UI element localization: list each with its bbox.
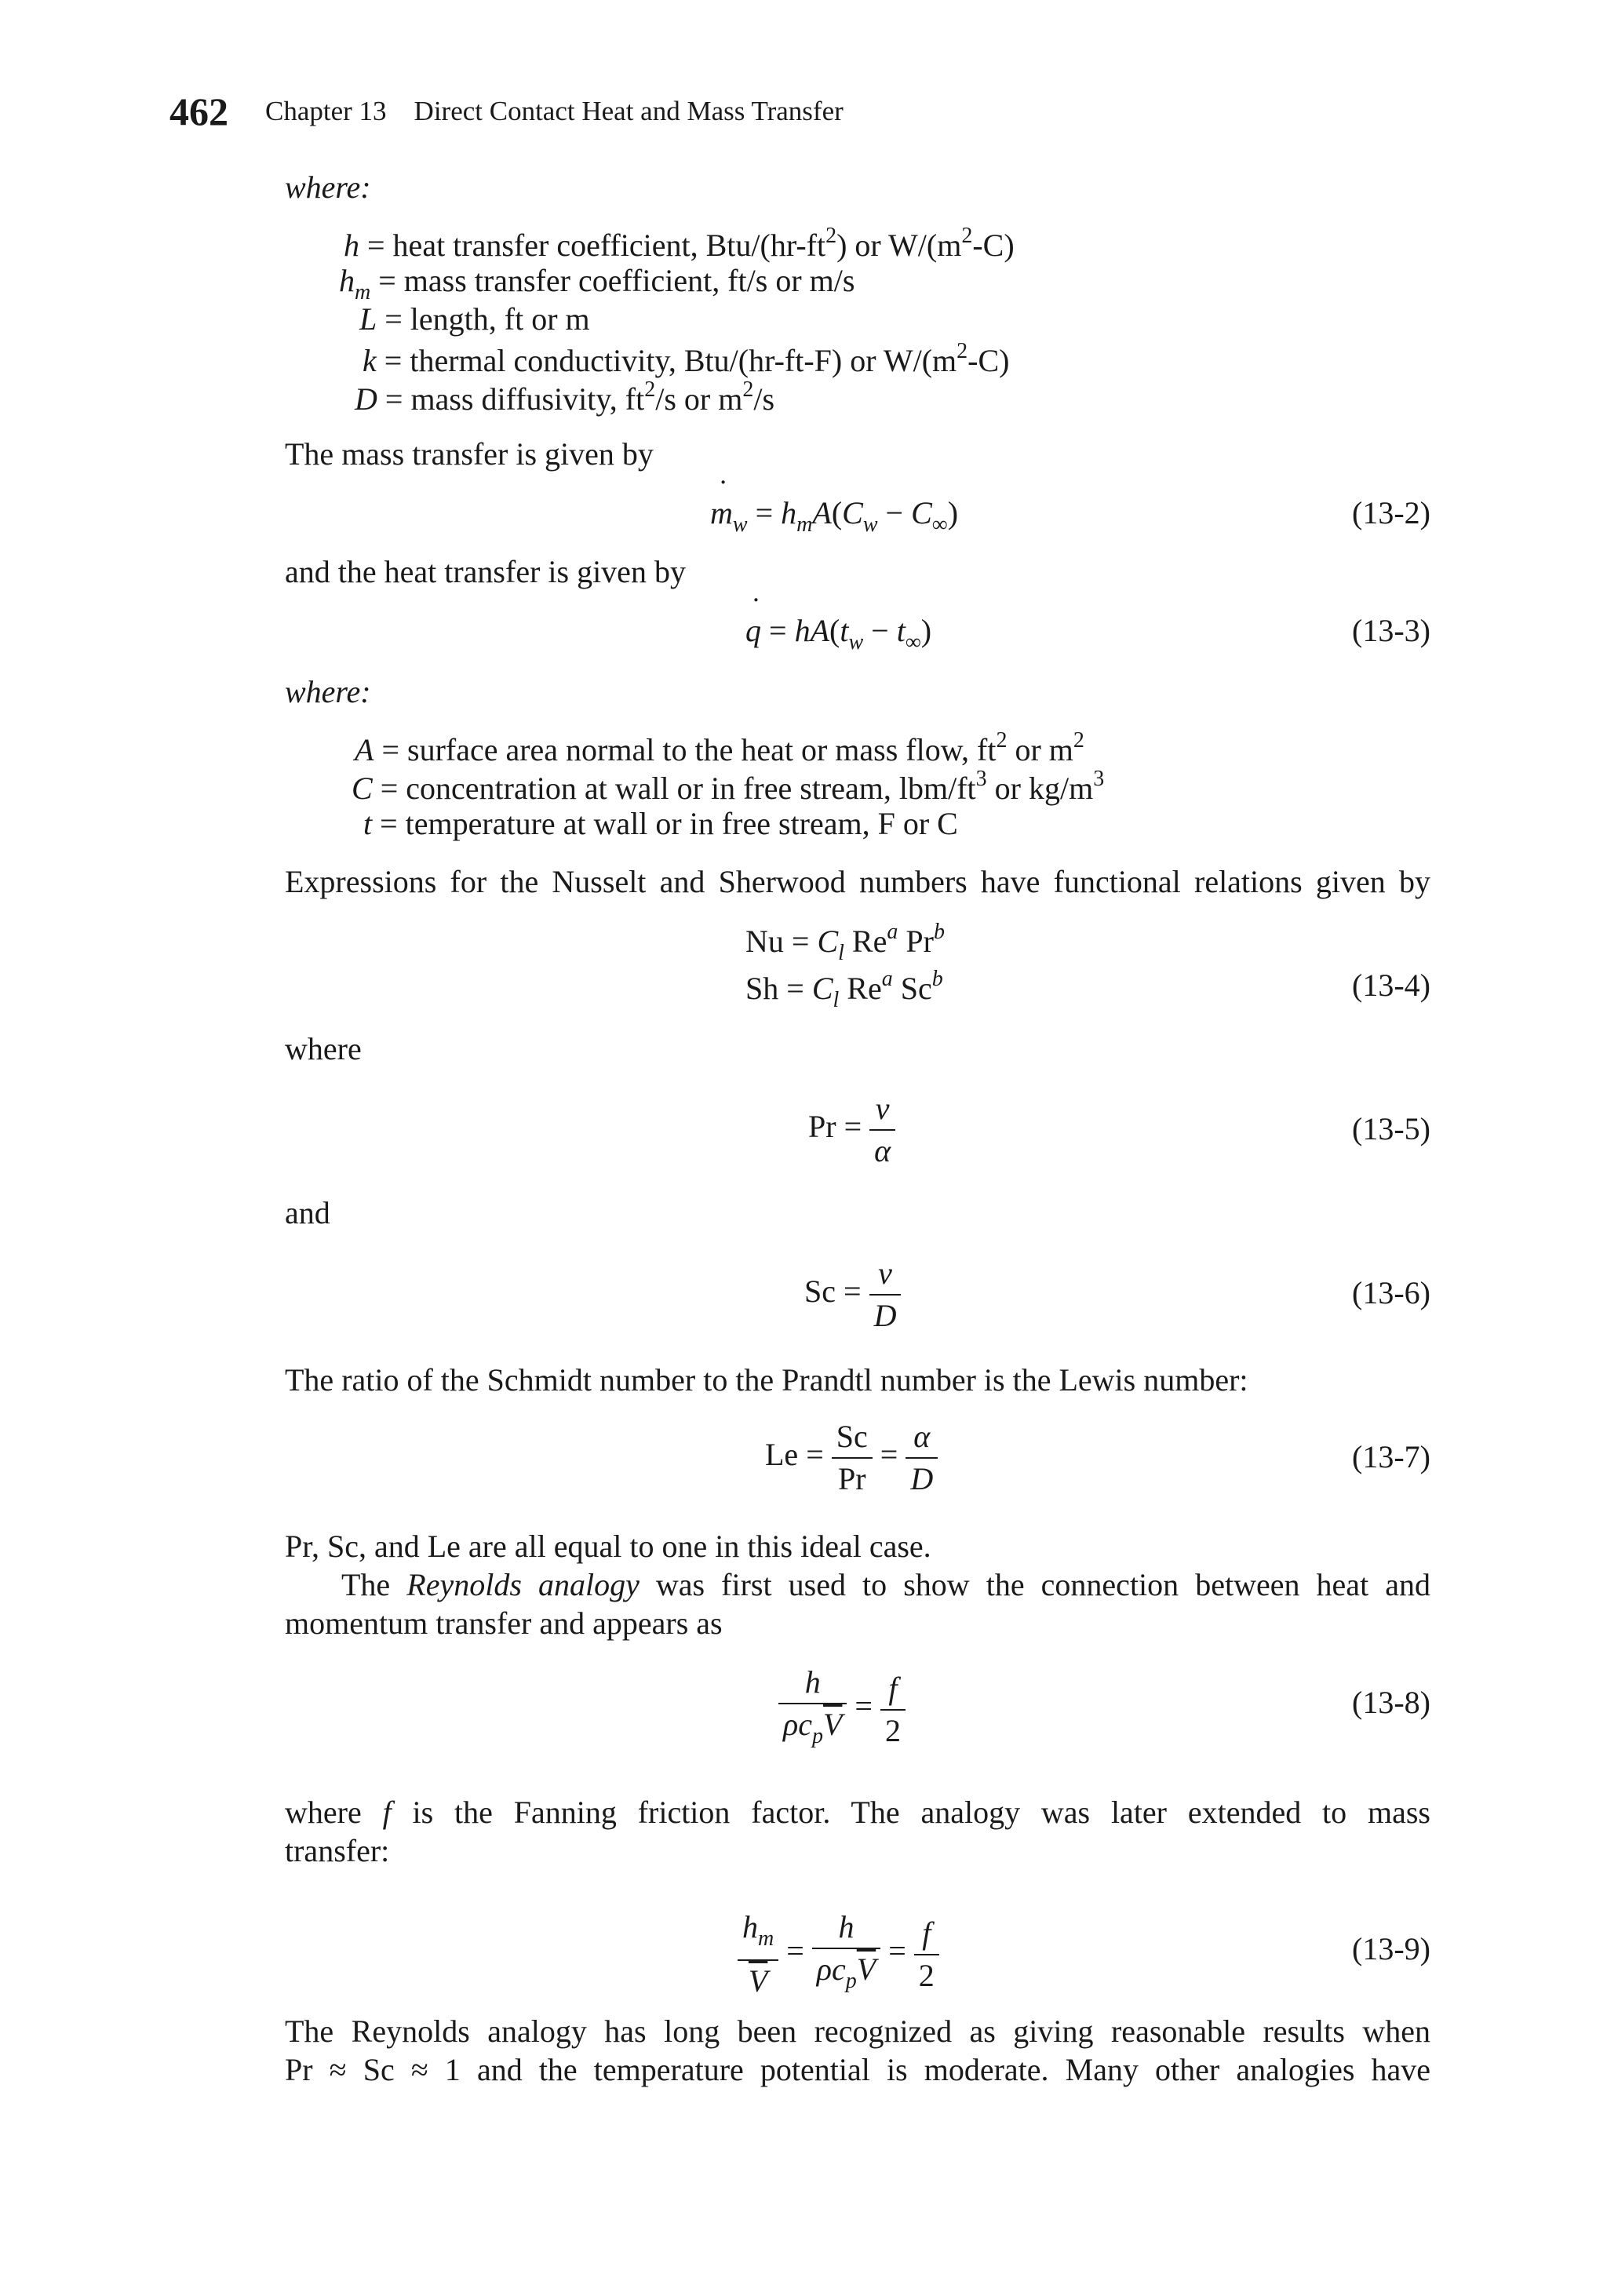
body-text: and the heat transfer is given by: [285, 554, 686, 589]
equation-extended-analogy: $\frac{h_m}{V}$ = $\frac{h}{\rho c_p\overline{V}}$ = $\frac{f}{2}$: [738, 1907, 939, 2002]
body-text: where: [285, 1031, 362, 1066]
equation-reynolds-analogy: $\frac{h}{\rho c_p\overline{V}}$ = $\frac{f}{2}$: [778, 1662, 906, 1757]
definition-D: D = mass diffusivity, $ft^2/s$ or $m^2/s$: [355, 377, 775, 417]
body-text: and: [285, 1195, 330, 1230]
equation-number: (13-9): [1352, 1931, 1430, 1966]
equation-number: (13-8): [1352, 1685, 1430, 1720]
body-text: The mass transfer is given by: [285, 436, 654, 472]
body-text: The ratio of the Schmidt number to the Prandtl number is the Lewis number:: [285, 1362, 1248, 1398]
page-number: 462: [169, 89, 228, 133]
definition-k: k = thermal conductivity, Btu/(hr-ft-F) or $W/(m^2-C)$: [363, 339, 1010, 378]
equation-number: (13-7): [1352, 1439, 1430, 1474]
equation-13-3: q ˙ = $hA(t_w - t_\infty)$: [745, 612, 931, 655]
equation-prandtl: Pr = $\frac{v}{\alpha}$: [808, 1088, 895, 1172]
running-title: Chapter 13 Direct Contact Heat and Mass Transfer: [265, 96, 844, 126]
definition-L: L = length, ft or m: [359, 301, 590, 337]
equation-lewis: Le = $\frac{Sc}{Pr}$ = $\frac{\alpha}{D}$: [765, 1416, 938, 1500]
definition-hm: $h_m$ = mass transfer coefficient, ft/s or m/s: [339, 263, 855, 304]
definition-h: h = heat transfer coefficient, Btu/$(hr-ft^2)$ or $W/(m^2-C)$: [344, 224, 1015, 263]
body-text: where f is the Fanning friction factor. The analogy was later extended to mass: [285, 1795, 1430, 1830]
equation-number: (13-6): [1352, 1275, 1430, 1310]
body-text: The Reynolds analogy has long been recognized as giving reasonable results when: [285, 2014, 1430, 2049]
body-text: Expressions for the Nusselt and Sherwood numbers have functional relations given by: [285, 864, 1430, 899]
equation-13-2: m $˙_w = h_mA(C_w - C_\infty)$: [710, 494, 958, 538]
body-text: Pr, Sc, and Le are all equal to one in this ideal case.: [285, 1529, 931, 1564]
equation-number: (13-4): [1352, 968, 1430, 1003]
body-text: momentum transfer and appears as: [285, 1605, 723, 1641]
equation-nusselt: $Nu = C_l$ Re$^a$ Pr$^b$: [745, 920, 945, 965]
definition-C: C = concentration at wall or in free stream, lbm/$ft^3$ or $kg/m^3$: [352, 767, 1105, 806]
where-label: where:: [285, 674, 371, 709]
body-text: The Reynolds analogy was first used to show the connection between heat and: [341, 1567, 1430, 1602]
equation-sherwood: $Sh = C_l$ Re$^a$ Sc$^b$: [745, 967, 943, 1012]
equation-number: (13-5): [1352, 1111, 1430, 1146]
equation-number: (13-2): [1352, 495, 1430, 530]
definition-A: A = surface area normal to the heat or mass flow, $ft^2$ or $m^2$: [355, 728, 1084, 767]
equation-schmidt: Sc = $\frac{v}{D}$: [804, 1253, 901, 1336]
body-text: transfer:: [285, 1833, 390, 1868]
where-label: where:: [285, 169, 371, 205]
equation-number: (13-3): [1352, 613, 1430, 648]
body-text: Pr ≈ Sc ≈ 1 and the temperature potential is moderate. Many other analogies have: [285, 2052, 1430, 2087]
definition-t: t = temperature at wall or in free stream, F or C: [363, 806, 958, 841]
